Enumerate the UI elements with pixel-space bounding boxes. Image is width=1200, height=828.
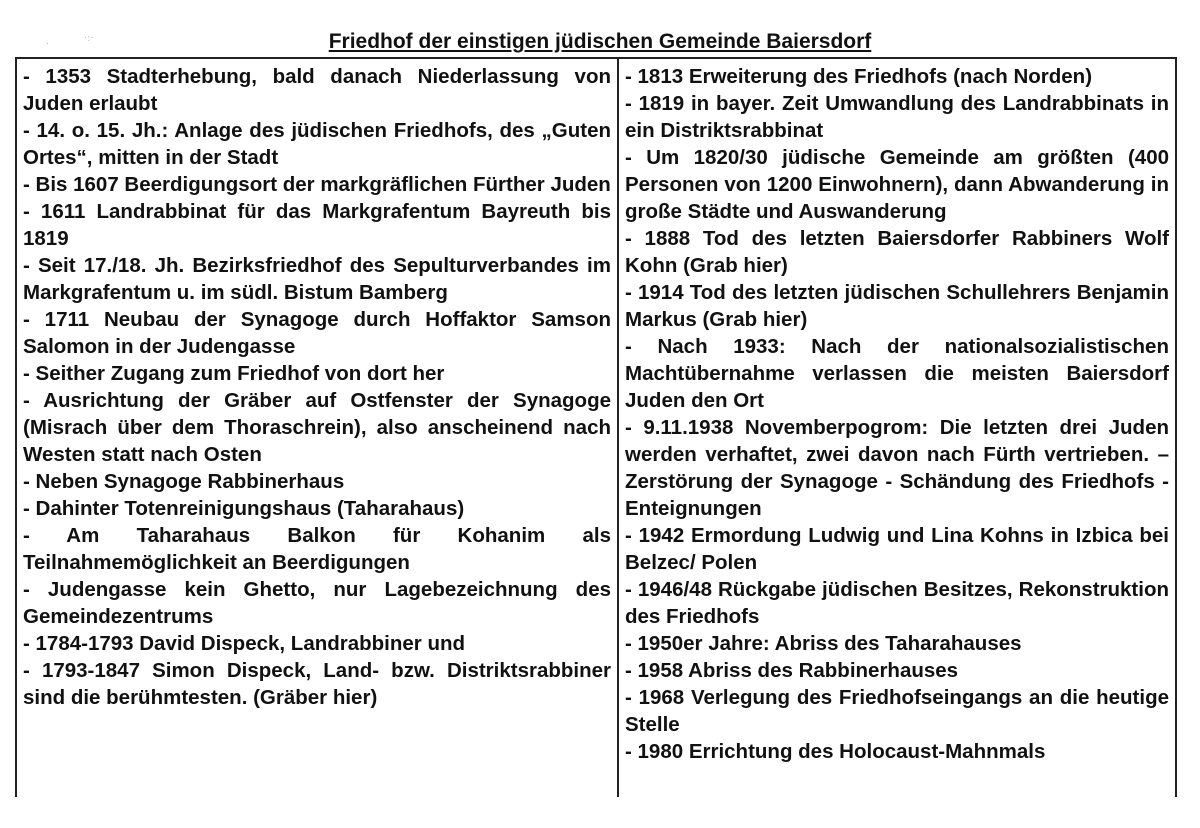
left-column <box>17 59 619 797</box>
timeline-entry: - 1353 Stadterhebung, bald danach Niederlassung von Juden erlaubt <box>23 65 611 115</box>
timeline-entry: - 1914 Tod des letzten jüdischen Schullehrers Benjamin Markus (Grab hier) <box>625 281 1169 331</box>
timeline-entry: - 1968 Verlegung des Friedhofseingangs an die heutige Stelle <box>625 686 1169 736</box>
timeline-entry: - 1819 in bayer. Zeit Umwandlung des Landrabbinats in ein Distriktsrabbinat <box>625 92 1169 142</box>
timeline-entry: - Ausrichtung der Gräber auf Ostfenster der Synagoge (Misrach über dem Thoraschrein), also anscheinend nach Westen statt nach Osten <box>23 389 611 466</box>
timeline-entry: - 1958 Abriss des Rabbinerhauses <box>625 659 959 682</box>
timeline-entry: - 9.11.1938 Novemberpogrom: Die letzten drei Juden werden verhaftet, zwei davon nach Fürth vertrieben. – Zerstörung der Synagoge - Schändung des Friedhofs - Enteignungen <box>625 416 1169 520</box>
timeline-entry: - Nach 1933: Nach der nationalsozialistischen Machtübernahme verlassen die meisten Baiersdorf Juden den Ort <box>625 335 1169 412</box>
timeline-entry: - 1942 Ermordung Ludwig und Lina Kohns in Izbica bei Belzec/ Polen <box>625 524 1169 574</box>
timeline-entry: - Dahinter Totenreinigungshaus (Taharahaus) <box>23 497 465 520</box>
scan-speck: ·:· <box>84 33 94 44</box>
timeline-entry: - Um 1820/30 jüdische Gemeinde am größten (400 Personen von 1200 Einwohnern), dann Abwanderung in große Städte und Auswanderung <box>625 146 1169 223</box>
timeline-entry: - 14. o. 15. Jh.: Anlage des jüdischen Friedhofs, des „Guten Ortes“, mitten in der Stadt <box>23 119 611 169</box>
timeline-entry: - 1611 Landrabbinat für das Markgrafentum Bayreuth bis 1819 <box>23 200 611 250</box>
timeline-entry: - Seit 17./18. Jh. Bezirksfriedhof des Sepulturverbandes im Markgrafentum u. im südl. Bistum Bamberg <box>23 254 611 304</box>
timeline-entry: - 1888 Tod des letzten Baiersdorfer Rabbiners Wolf Kohn (Grab hier) <box>625 227 1169 277</box>
timeline-entry: - Judengasse kein Ghetto, nur Lagebezeichnung des Gemeindezentrums <box>23 578 611 628</box>
timeline-table <box>15 57 1177 797</box>
timeline-entry: - Neben Synagoge Rabbinerhaus <box>23 470 345 493</box>
timeline-entry: - Am Taharahaus Balkon für Kohanim als Teilnahmemöglichkeit an Beerdigungen <box>23 524 611 574</box>
timeline-entry: - 1784-1793 David Dispeck, Landrabbiner und <box>23 632 466 655</box>
timeline-entry: - 1793-1847 Simon Dispeck, Land- bzw. Distriktsrabbiner sind die berühmtesten. (Gräber hier) <box>23 659 611 709</box>
right-column <box>619 59 1175 797</box>
timeline-entry: - 1711 Neubau der Synagoge durch Hoffaktor Samson Salomon in der Judengasse <box>23 308 611 358</box>
timeline-entry: - Bis 1607 Beerdigungsort der markgräflichen Fürther Juden <box>23 173 611 196</box>
timeline-entry: - 1813 Erweiterung des Friedhofs (nach Norden) <box>625 65 1093 88</box>
timeline-entry: - 1950er Jahre: Abriss des Taharahauses <box>625 632 1022 655</box>
timeline-entry: - 1980 Errichtung des Holocaust-Mahnmals <box>625 740 1046 763</box>
timeline-entry: - 1946/48 Rückgabe jüdischen Besitzes, Rekonstruktion des Friedhofs <box>625 578 1169 628</box>
scan-speck: ˑ <box>46 40 50 51</box>
page-title: Friedhof der einstigen jüdischen Gemeinde Baiersdorf <box>328 30 872 53</box>
timeline-entry: - Seither Zugang zum Friedhof von dort her <box>23 362 445 385</box>
